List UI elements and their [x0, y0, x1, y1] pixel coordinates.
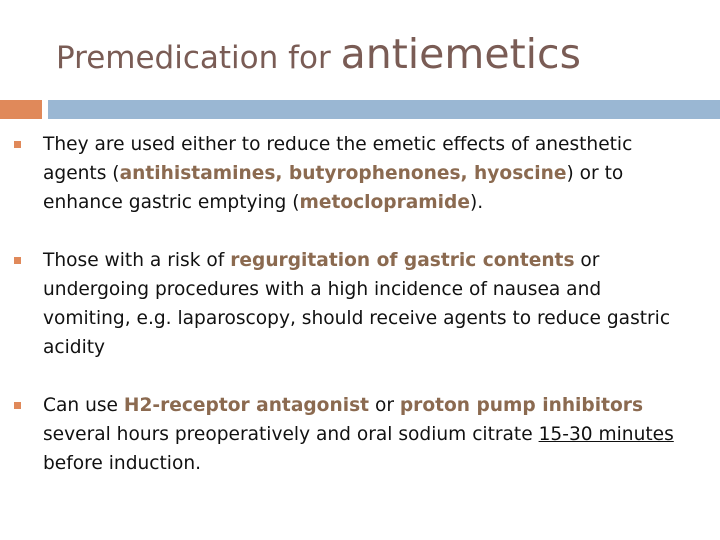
bullet-text: ).	[469, 192, 484, 213]
bullet-text: They are used either to reduce the emetic effects of anesthetic agents (	[43, 134, 633, 184]
accent-bar-blue	[48, 100, 720, 119]
slide-title	[56, 30, 581, 78]
bullet-marker-icon	[14, 257, 21, 264]
bullet-marker-icon	[14, 402, 21, 409]
highlight-text: proton pump inhibitors	[399, 395, 644, 416]
bullet-item	[14, 130, 694, 217]
title-emphasis: antiemetics	[340, 30, 581, 78]
bullet-text: Can use	[43, 395, 124, 416]
bullet-marker-icon	[14, 141, 21, 148]
bullet-text: ) or to enhance gastric emptying (	[43, 163, 624, 213]
bullet-item	[14, 391, 694, 478]
underlined-text: 15-30 minutes	[538, 424, 674, 445]
bullet-text: or undergoing procedures with a high incidence of nausea and vomiting, e.g. laparoscopy, should receive agents to reduce gastric acidity	[43, 250, 671, 358]
highlight-text: metoclopramide	[299, 192, 470, 213]
title-prefix: Premedication for	[56, 40, 341, 76]
bullet-text: Those with a risk of	[43, 250, 231, 271]
accent-bar-orange	[0, 100, 42, 119]
bullet-list	[14, 130, 694, 507]
bullet-text: or	[369, 395, 400, 416]
highlight-text: regurgitation of gastric contents	[230, 250, 575, 271]
bullet-text: several hours preoperatively and oral sodium citrate	[43, 424, 539, 445]
bullet-item	[14, 246, 694, 362]
highlight-text: antihistamines, butyrophenones, hyoscine	[119, 163, 567, 184]
highlight-text: H2-receptor antagonist	[123, 395, 370, 416]
bullet-text: before induction.	[43, 453, 202, 474]
